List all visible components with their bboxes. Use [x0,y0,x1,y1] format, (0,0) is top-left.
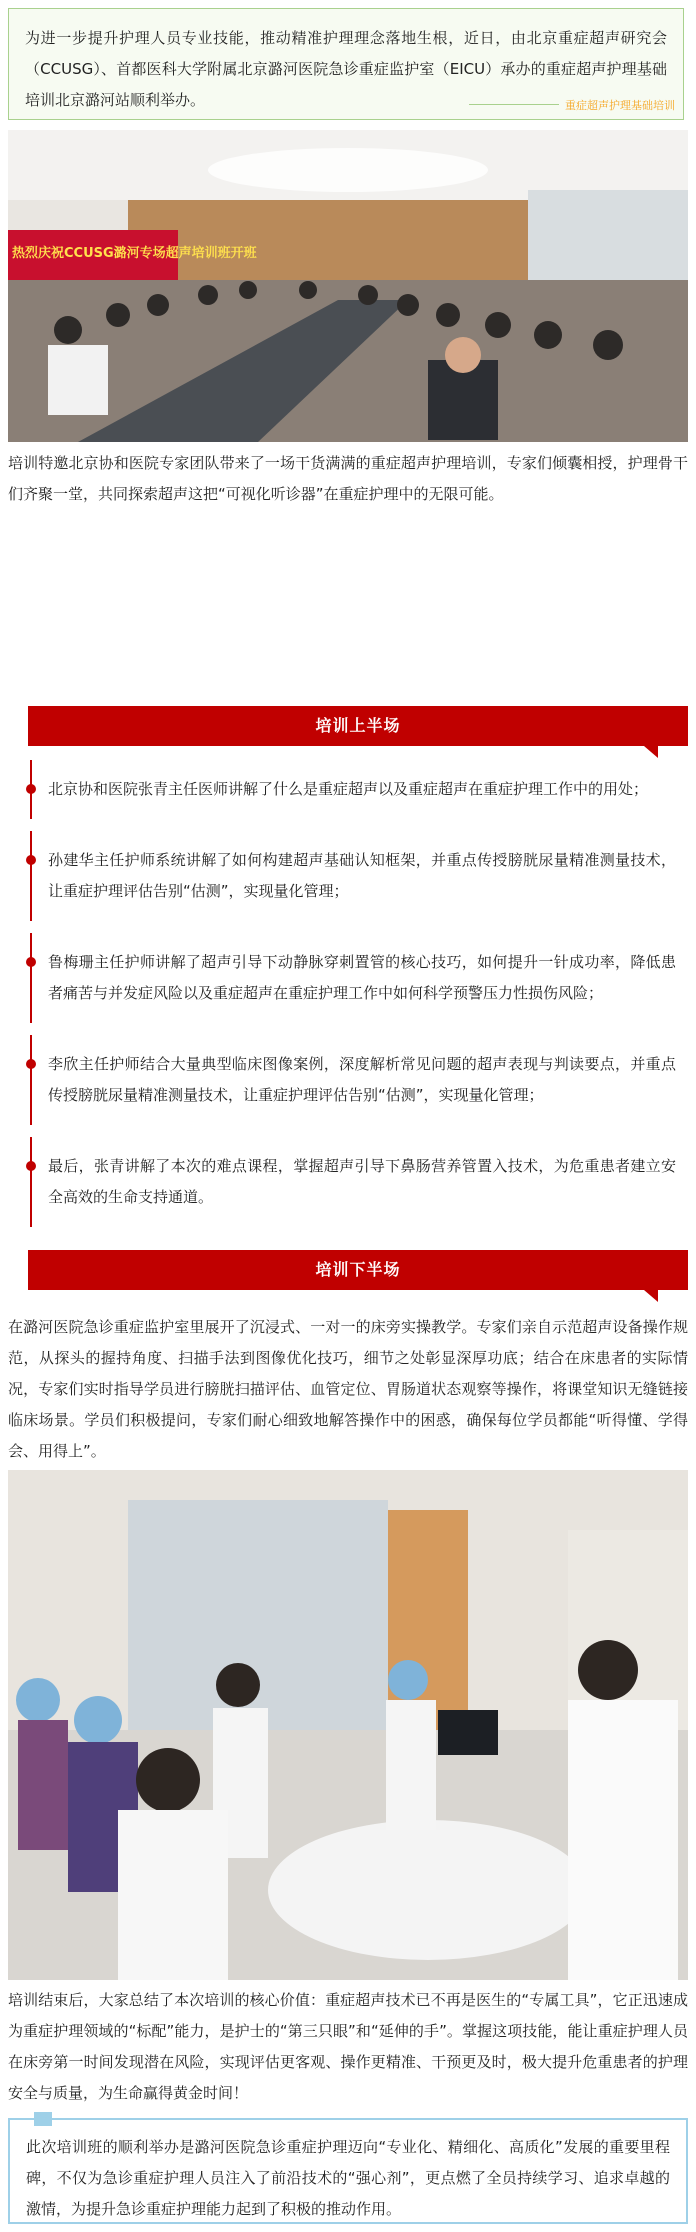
banner-tail [644,1290,658,1302]
step-text: 李欣主任护师结合大量典型临床图像案例，深度解析常见问题的超声表现与判读要点，并重点传授膀胱尿量精准测量技术，让重症护理评估告别“估测”，实现量化管理； [48,1055,676,1104]
intro-paragraph: 培训特邀北京协和医院专家团队带来了一场干货满满的重症超声护理培训，专家们倾囊相授，护理骨干们齐聚一堂，共同探索超声这把“可视化听诊器”在重症护理中的无限可能。 [8,454,688,503]
bullet-dot-icon [26,957,36,967]
step-text: 孙建华主任护师系统讲解了如何构建超声基础认知框架，并重点传授膀胱尿量精准测量技术，让重症护理评估告别“估测”，实现量化管理； [48,851,676,900]
section-banner-first-half [28,706,688,746]
step-text: 鲁梅珊主任护师讲解了超声引导下动静脉穿刺置管的核心技巧，如何提升一针成功率，降低患者痛苦与并发症风险以及重症超声在重症护理工作中如何科学预警压力性损伤风险； [48,953,676,1002]
classroom-banner-text: 热烈庆祝CCUSG潞河专场超声培训班开班 [12,246,257,261]
bedside-paragraph: 在潞河医院急诊重症监护室里展开了沉浸式、一对一的床旁实操教学。专家们亲自示范超声设备操作规范，从探头的握持角度、扫描手法到图像优化技巧，细节之处彰显深厚功底；结合在床患者的实际情况，专家们实时指导学员进行膀胱扫描评估、血管定位、胃肠道状态观察等操作，将课堂知识无缝链接临床场景。学员们积极提问，专家们耐心细致地解答操作中的困惑，确保每位学员都能“听得懂、学得会、用得上”。 [8,1318,688,1460]
quote-corner-icon [34,2112,52,2126]
step-item [30,760,680,819]
step-item [30,831,680,921]
step-text: 北京协和医院张青主任医师讲解了什么是重症超声以及重症超声在重症护理工作中的用处； [48,780,649,798]
bullet-dot-icon [26,784,36,794]
steps-list [30,760,680,1239]
intro-box [8,8,684,120]
bullet-dot-icon [26,1161,36,1171]
bedside-photo [8,1470,688,1980]
step-item [30,1137,680,1227]
outro-text: 此次培训班的顺利举办是潞河医院急诊重症护理迈向“专业化、精细化、高质化”发展的重要里程碑，不仅为急诊重症护理人员注入了前沿技术的“强心剂”，更点燃了全员持续学习、追求卓越的激情，为提升急诊重症护理能力起到了积极的推动作用。 [26,2138,670,2218]
intro-tag: 重症超声护理基础培训 [565,99,675,112]
bullet-dot-icon [26,1059,36,1069]
outro-box [8,2118,688,2224]
step-text: 最后，张青讲解了本次的难点课程，掌握超声引导下鼻肠营养管置入技术，为危重患者建立安全高效的生命支持通道。 [48,1157,676,1206]
classroom-photo [8,130,688,442]
section-banner-second-half [28,1250,688,1290]
summary-paragraph: 培训结束后，大家总结了本次培训的核心价值：重症超声技术已不再是医生的“专属工具”，它正迅速成为重症护理领域的“标配”能力，是护士的“第三只眼”和“延伸的手”。掌握这项技能，能让重症护理人员在床旁第一时间发现潜在风险，实现评估更客观、操作更精准、干预更及时，极大提升危重患者的护理安全与质量，为生命赢得黄金时间！ [8,1991,688,2102]
step-item [30,933,680,1023]
step-item [30,1035,680,1125]
banner-tail [644,746,658,758]
intro-text: 为进一步提升护理人员专业技能，推动精准护理理念落地生根，近日，由北京重症超声研究会（CCUSG）、首都医科大学附属北京潞河医院急诊重症监护室（EICU）承办的重症超声护理基础培训北京潞河站顺利举办。 [25,29,667,109]
bullet-dot-icon [26,855,36,865]
section-title-first-half: 培训上半场 [315,716,401,735]
section-title-second-half: 培训下半场 [315,1260,401,1279]
